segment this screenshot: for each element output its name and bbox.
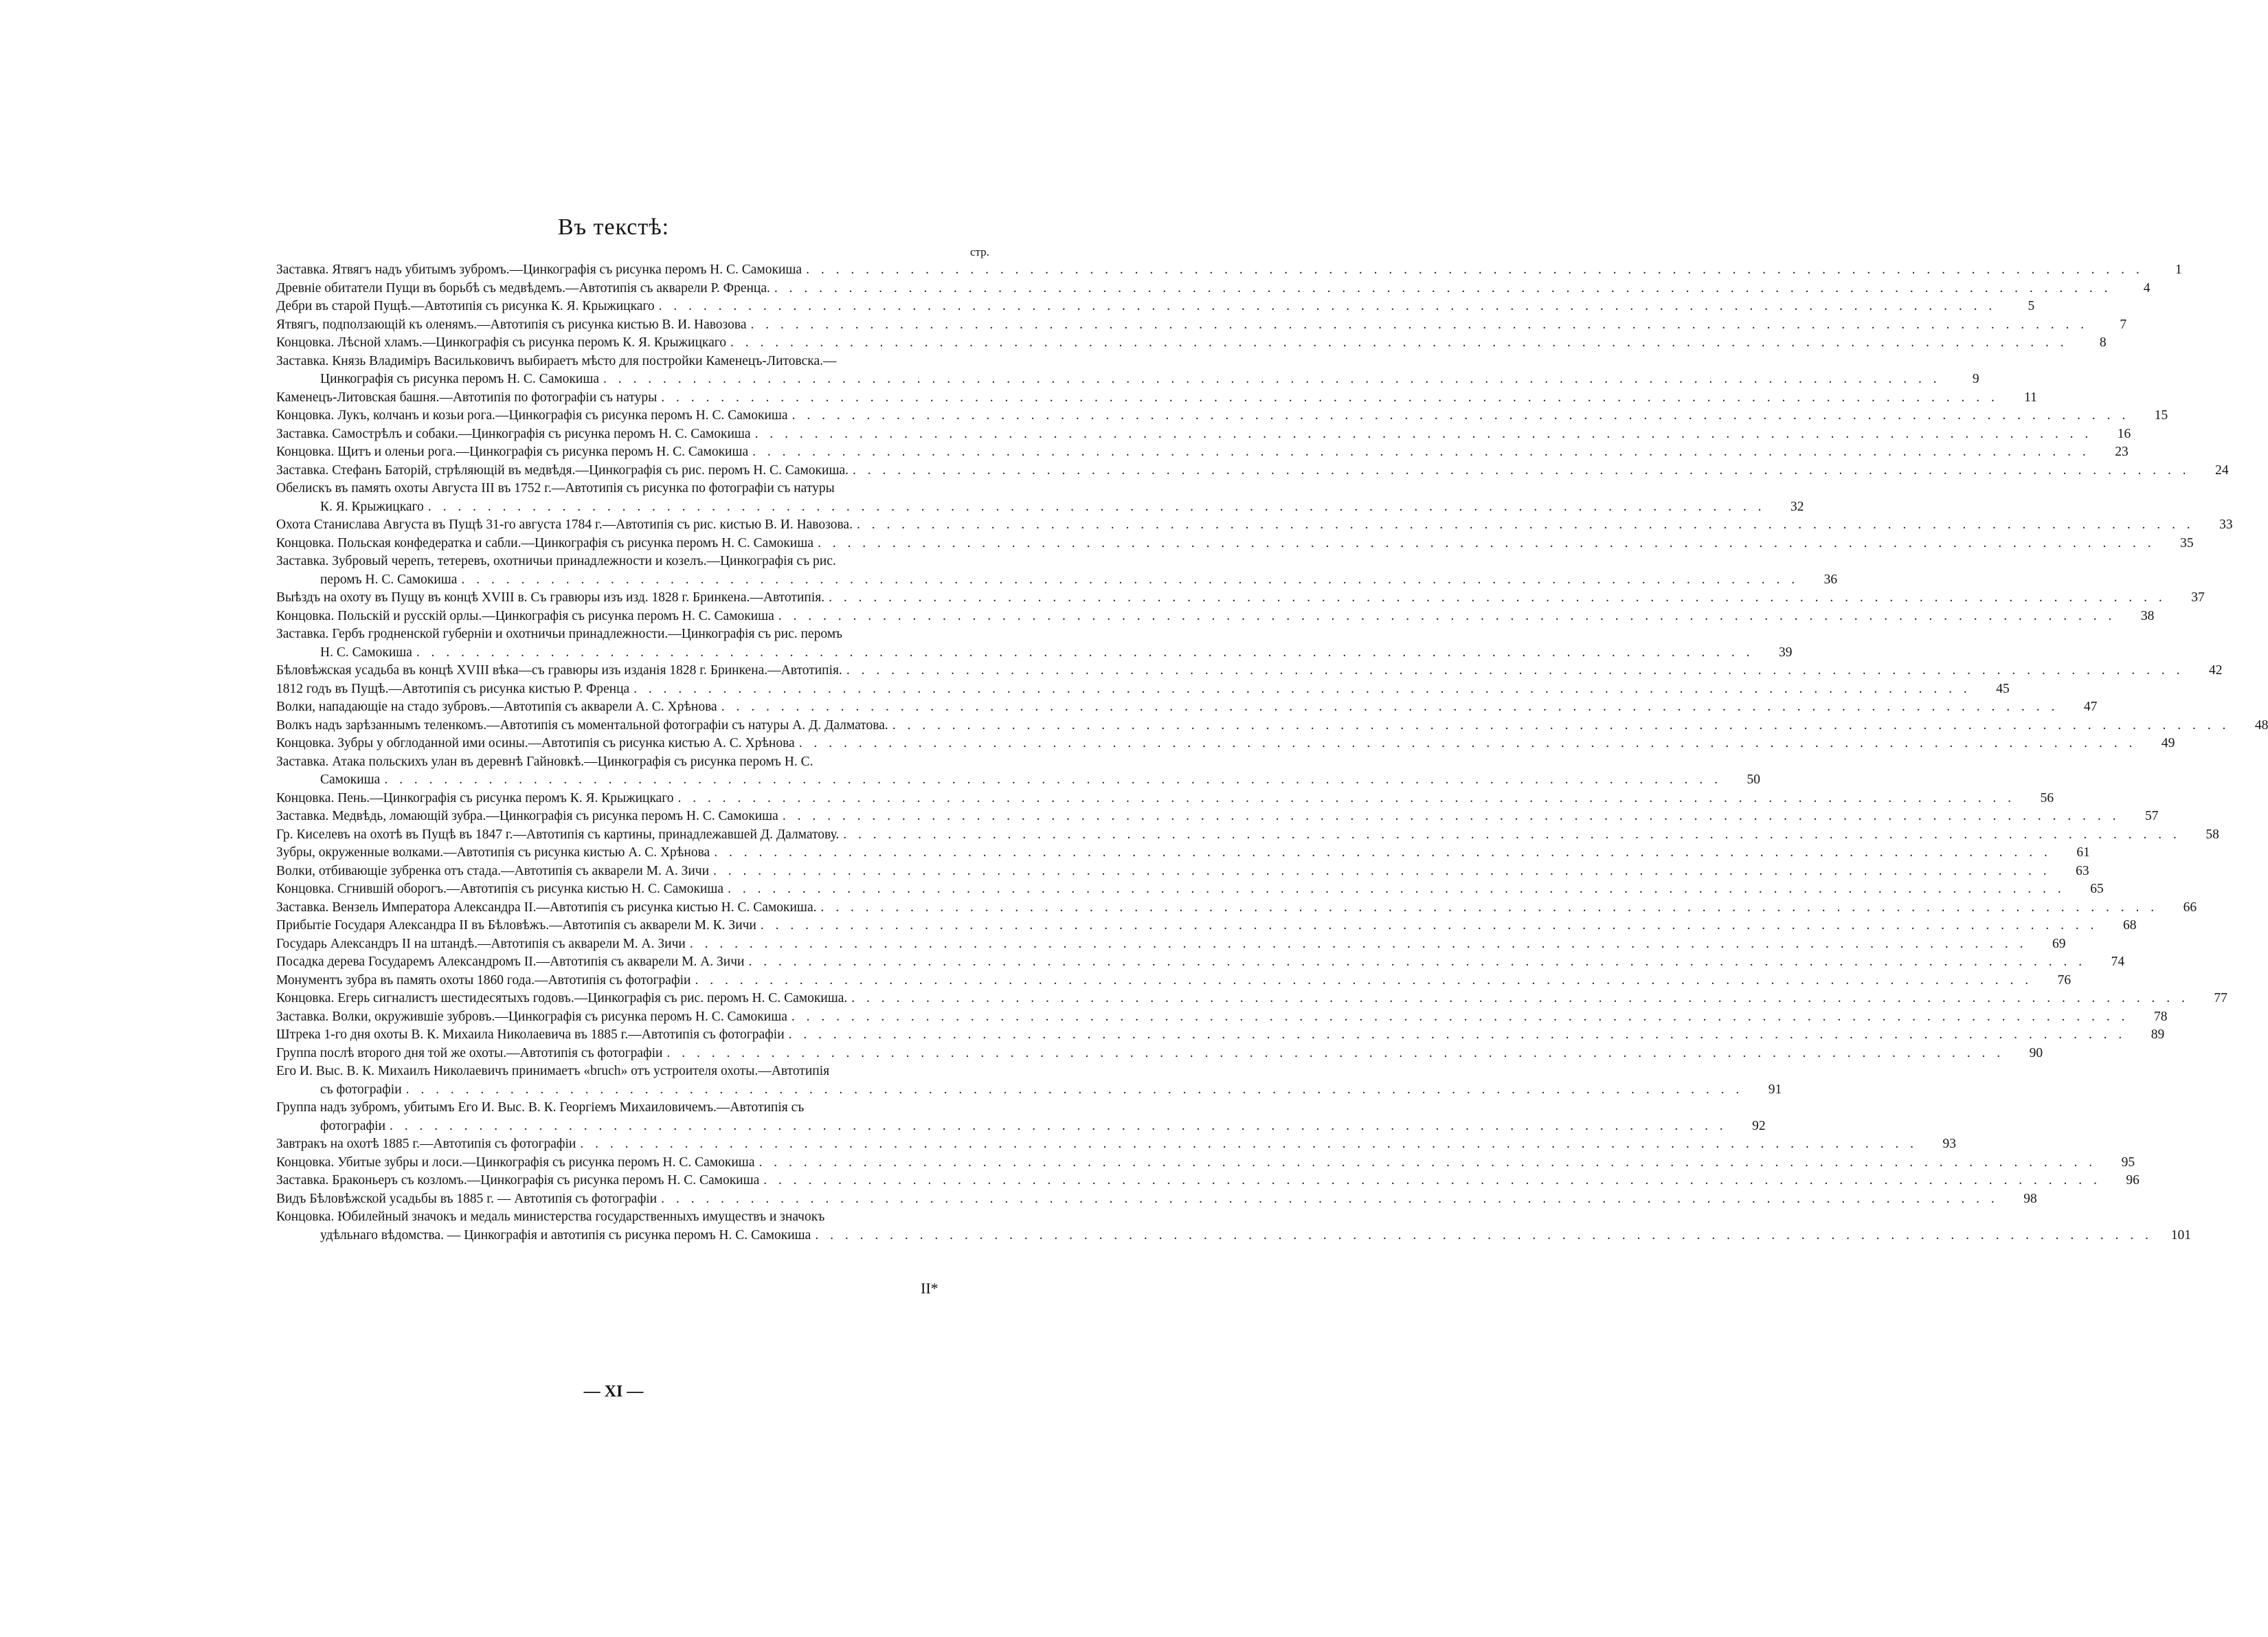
toc-entry-text: Заставка. Волки, окружившіе зубровъ.—Цинкографія съ рисунка перомъ Н. С. Самокиша — [276, 1009, 787, 1024]
toc-page-number: 57 — [2144, 809, 2159, 823]
toc-entry — [276, 1135, 1956, 1154]
page-column-header: стр. — [970, 245, 989, 258]
toc-entry — [276, 1062, 1782, 1099]
toc-page-number: 92 — [1752, 1118, 1766, 1133]
toc-page-number: 63 — [2076, 863, 2089, 878]
toc-entry-text: Цинкографія съ рисунка перомъ Н. С. Самокиша — [320, 372, 600, 386]
toc-entry-text: Заставка. Князь Владиміръ Васильковичъ выбираетъ мѣсто для постройки Каменецъ-Литовска.— — [276, 353, 837, 368]
toc-entry-line — [276, 698, 2098, 717]
dot-leader: . . . . . . . . . . . . . . . . . . . . . . . . . . . . . . . . . . . . . . . . . . . . . . . . . . . . . . . . . . . . . . . . . . . . . . . . . . . . . . . . . . . . . . . . . . — [752, 445, 2090, 459]
dot-leader: . . . . . . . . . . . . . . . . . . . . . . . . . . . . . . . . . . . . . . . . . . . . . . . . . . . . . . . . . . . . . . . . . . . . . . . . . . . . . . . . . . . . . . . . . . — [384, 772, 1722, 787]
dot-leader: . . . . . . . . . . . . . . . . . . . . . . . . . . . . . . . . . . . . . . . . . . . . . . . . . . . . . . . . . . . . . . . . . . . . . . . . . . . . . . . . . . . . . . . . . . — [405, 1082, 1744, 1097]
toc-entry — [276, 917, 2137, 935]
dot-leader: . . . . . . . . . . . . . . . . . . . . . . . . . . . . . . . . . . . . . . . . . . . . . . . . . . . . . . . . . . . . . . . . . . . . . . . . . . . . . . . . . . . . . . . . . . — [695, 972, 2033, 988]
dot-leader: . . . . . . . . . . . . . . . . . . . . . . . . . . . . . . . . . . . . . . . . . . . . . . . . . . . . . . . . . . . . . . . . . . . . . . . . . . . . . . . . . . . . . . . . . . — [791, 408, 2130, 423]
toc-entry-line — [276, 662, 2223, 680]
toc-entry — [276, 808, 2159, 826]
toc-entry-continuation — [276, 644, 1793, 662]
dot-leader: . . . . . . . . . . . . . . . . . . . . . . . . . . . . . . . . . . . . . . . . . . . . . . . . . . . . . . . . . . . . . . . . . . . . . . . . . . . . . . . . . . . . . . . . . . — [580, 1137, 1918, 1151]
toc-entry — [276, 298, 2035, 316]
dot-leader: . . . . . . . . . . . . . . . . . . . . . . . . . . . . . . . . . . . . . . . . . . . . . . . . . . . . . . . . . . . . . . . . . . . . . . . . . . . . . . . . . . . . . . . . . . — [851, 991, 2189, 1005]
dot-leader: . . . . . . . . . . . . . . . . . . . . . . . . . . . . . . . . . . . . . . . . . . . . . . . . . . . . . . . . . . . . . . . . . . . . . . . . . . . . . . . . . . . . . . . . . . — [843, 827, 2181, 842]
toc-entry — [276, 353, 1979, 389]
dot-leader: . . . . . . . . . . . . . . . . . . . . . . . . . . . . . . . . . . . . . . . . . . . . . . . . . . . . . . . . . . . . . . . . . . . . . . . . . . . . . . . . . . . . . . . . . . — [788, 1027, 2126, 1042]
toc-page-number: 11 — [2024, 390, 2037, 405]
toc-entry — [276, 443, 2129, 462]
toc-entry-text: Концовка. Польская конфедератка и сабли.—Цинкографія съ рисунка перомъ Н. С. Самокиша — [276, 535, 813, 550]
toc-entry-line — [276, 1062, 996, 1081]
toc-entry — [276, 589, 2205, 608]
toc-page-number: 42 — [2209, 663, 2223, 678]
toc-page-number: 23 — [2115, 445, 2129, 459]
toc-entry-line — [276, 1026, 2165, 1045]
toc-entry-text: Прибытіе Государя Александра II въ Бѣловѣжъ.—Автотипія съ акварели М. К. Зичи — [276, 918, 756, 933]
toc-entry-line — [276, 717, 2268, 735]
dot-leader: . . . . . . . . . . . . . . . . . . . . . . . . . . . . . . . . . . . . . . . . . . . . . . . . . . . . . . . . . . . . . . . . . . . . . . . . . . . . . . . . . . . . . . . . . . — [846, 663, 2184, 678]
dot-leader: . . . . . . . . . . . . . . . . . . . . . . . . . . . . . . . . . . . . . . . . . . . . . . . . . . . . . . . . . . . . . . . . . . . . . . . . . . . . . . . . . . . . . . . . . . — [820, 900, 2159, 915]
toc-entry — [276, 625, 1793, 662]
toc-entry-text: Волкъ надъ зарѣзаннымъ теленкомъ.—Автотипія съ моментальной фотографіи съ натуры А. Д. Далматова. — [276, 717, 888, 733]
toc-entry-line — [276, 735, 2175, 753]
toc-entry — [276, 935, 2066, 954]
toc-entry-line — [276, 535, 2194, 553]
toc-entry-text: Заставка. Медвѣдь, ломающій зубра.—Цинкографія съ рисунка перомъ Н. С. Самокиша — [276, 809, 778, 823]
toc-entry — [276, 680, 2010, 699]
toc-entry — [276, 953, 2125, 972]
toc-entry-line — [276, 608, 2155, 626]
toc-entry — [276, 462, 2229, 480]
dot-leader: . . . . . . . . . . . . . . . . . . . . . . . . . . . . . . . . . . . . . . . . . . . . . . . . . . . . . . . . . . . . . . . . . . . . . . . . . . . . . . . . . . . . . . . . . . — [603, 372, 1941, 386]
toc-entry-line — [276, 589, 2205, 608]
toc-entry-text: Ятвягъ, подползающій къ оленямъ.—Автотипія съ рисунка кистью В. И. Навозова — [276, 317, 747, 332]
toc-entry — [276, 1190, 2037, 1209]
toc-entry-text: 1812 годъ въ Пущѣ.—Автотипія съ рисунка кистью Р. Френца — [276, 681, 630, 696]
toc-page-number: 9 — [1972, 372, 1979, 386]
toc-entry-text: перомъ Н. С. Самокиша — [320, 572, 458, 587]
toc-entry-line — [276, 1190, 2037, 1209]
toc-entry-line — [276, 334, 2107, 353]
toc-entry — [276, 1154, 2135, 1172]
toc-entry — [276, 535, 2194, 553]
toc-entry — [276, 844, 2090, 862]
toc-entry-line — [276, 753, 996, 772]
toc-page-number: 101 — [2170, 1227, 2191, 1243]
toc-entry-line — [276, 862, 2089, 881]
toc-entry-line — [276, 935, 2066, 954]
toc-entry — [276, 790, 2054, 808]
dot-leader: . . . . . . . . . . . . . . . . . . . . . . . . . . . . . . . . . . . . . . . . . . . . . . . . . . . . . . . . . . . . . . . . . . . . . . . . . . . . . . . . . . . . . . . . . . — [856, 517, 2194, 532]
dot-leader: . . . . . . . . . . . . . . . . . . . . . . . . . . . . . . . . . . . . . . . . . . . . . . . . . . . . . . . . . . . . . . . . . . . . . . . . . . . . . . . . . . . . . . . . . . — [760, 918, 2098, 933]
toc-entry-line — [276, 443, 2129, 462]
toc-page-number: 68 — [2123, 918, 2137, 933]
toc-entry-text: Посадка дерева Государемъ Александромъ II.—Автотипія съ акварели М. А. Зичи — [276, 955, 745, 969]
toc-page-number: 76 — [2057, 972, 2071, 988]
dot-leader: . . . . . . . . . . . . . . . . . . . . . . . . . . . . . . . . . . . . . . . . . . . . . . . . . . . . . . . . . . . . . . . . . . . . . . . . . . . . . . . . . . . . . . . . . . — [721, 700, 2059, 714]
dot-leader: . . . . . . . . . . . . . . . . . . . . . . . . . . . . . . . . . . . . . . . . . . . . . . . . . . . . . . . . . . . . . . . . . . . . . . . . . . . . . . . . . . . . . . . . . . — [427, 499, 1766, 514]
toc-entry-text: Охота Станислава Августа въ Пущѣ 31-го августа 1784 г.—Автотипія съ рис. кистью В. И. Навозова. — [276, 517, 853, 532]
toc-entry-text: Концовка. Егерь сигналистъ шестидесятыхъ годовъ.—Цинкографія съ рис. перомъ Н. С. Самокиша. — [276, 991, 848, 1005]
toc-entry-text: Заставка. Гербъ гродненской губерніи и охотничьи принадлежности.—Цинкографія съ рис. перомъ — [276, 627, 843, 641]
toc-entry — [276, 972, 2071, 990]
toc-entry-continuation — [276, 1117, 1766, 1136]
toc-page-number: 56 — [2040, 790, 2054, 805]
toc-entry-text: Заставка. Браконьеръ съ козломъ.—Цинкографія съ рисунка перомъ Н. С. Самокиша — [276, 1173, 760, 1188]
toc-entry-text: Завтракъ на охотѣ 1885 г.—Автотипія съ фотографіи — [276, 1137, 576, 1151]
toc-entry-line — [276, 480, 996, 498]
toc-entry — [276, 608, 2155, 626]
dot-leader: . . . . . . . . . . . . . . . . . . . . . . . . . . . . . . . . . . . . . . . . . . . . . . . . . . . . . . . . . . . . . . . . . . . . . . . . . . . . . . . . . . . . . . . . . . — [461, 572, 1799, 587]
toc-entry-line — [276, 826, 2219, 845]
toc-entry-line — [276, 1208, 996, 1227]
toc-entry-text: Заставка. Самострѣлъ и собаки.—Цинкографія съ рисунка перомъ Н. С. Самокиша — [276, 426, 751, 441]
toc-entry-text: Концовка. Юбилейный значокъ и медаль министерства государственныхъ имуществъ и значокъ — [276, 1210, 825, 1224]
dot-leader: . . . . . . . . . . . . . . . . . . . . . . . . . . . . . . . . . . . . . . . . . . . . . . . . . . . . . . . . . . . . . . . . . . . . . . . . . . . . . . . . . . . . . . . . . . — [714, 845, 2052, 860]
toc-entry-text: Бѣловѣжская усадьба въ концѣ XVIII вѣка—съ гравюры изъ изданія 1828 г. Бринкена.—Автотипія. — [276, 663, 842, 678]
toc-page-number: 50 — [1747, 772, 1760, 787]
toc-entry-text: Дебри въ старой Пущѣ.—Автотипія съ рисунка К. Я. Крыжицкаго — [276, 299, 655, 313]
toc-entry-text: Волки, отбивающіе зубренка отъ стада.—Автотипія съ акварели М. А. Зичи — [276, 863, 710, 878]
toc-page-number: 69 — [2052, 936, 2066, 951]
toc-page-number: 58 — [2205, 827, 2219, 842]
toc-entry-continuation — [276, 1081, 1782, 1100]
toc-page-number: 61 — [2076, 845, 2090, 860]
toc-page-number: 74 — [2111, 955, 2125, 969]
toc-entry-line — [276, 1008, 2168, 1027]
toc-entry-text: Концовка. Лѣсной хламъ.—Цинкографія съ рисунка перомъ К. Я. Крыжицкаго — [276, 335, 727, 350]
toc-entry-text: Заставка. Стефанъ Баторій, стрѣляющій въ медвѣдя.—Цинкографія съ рис. перомъ Н. С. Самокиша. — [276, 463, 849, 478]
toc-entry-text: Его И. Выс. В. К. Михаилъ Николаевичъ принимаетъ «bruch» отъ устроителя охоты.—Автотипія — [276, 1064, 830, 1078]
toc-entry — [276, 753, 1760, 790]
toc-entry-line — [276, 1135, 1956, 1154]
toc-page-number: 96 — [2126, 1173, 2140, 1188]
toc-entry-text: Штрека 1-го дня охоты В. К. Михаила Николаевича въ 1885 г.—Автотипія съ фотографіи — [276, 1027, 785, 1042]
dot-leader: . . . . . . . . . . . . . . . . . . . . . . . . . . . . . . . . . . . . . . . . . . . . . . . . . . . . . . . . . . . . . . . . . . . . . . . . . . . . . . . . . . . . . . . . . . — [818, 535, 2155, 550]
dot-leader: . . . . . . . . . . . . . . . . . . . . . . . . . . . . . . . . . . . . . . . . . . . . . . . . . . . . . . . . . . . . . . . . . . . . . . . . . . . . . . . . . . . . . . . . . . — [728, 882, 2065, 896]
dot-leader: . . . . . . . . . . . . . . . . . . . . . . . . . . . . . . . . . . . . . . . . . . . . . . . . . . . . . . . . . . . . . . . . . . . . . . . . . . . . . . . . . . . . . . . . . . — [763, 1173, 2101, 1188]
toc-entry-text: Н. С. Самокиша — [320, 645, 412, 660]
toc-entry-line — [276, 972, 2071, 990]
toc-entry — [276, 662, 2223, 680]
toc-entry-text: Концовка. Лукъ, колчанъ и козьи рога.—Цинкографія съ рисунка перомъ Н. С. Самокиша — [276, 408, 788, 423]
toc-entry — [276, 826, 2219, 845]
dot-leader: . . . . . . . . . . . . . . . . . . . . . . . . . . . . . . . . . . . . . . . . . . . . . . . . . . . . . . . . . . . . . . . . . . . . . . . . . . . . . . . . . . . . . . . . . . — [658, 299, 1997, 313]
dot-leader: . . . . . . . . . . . . . . . . . . . . . . . . . . . . . . . . . . . . . . . . . . . . . . . . . . . . . . . . . . . . . . . . . . . . . . . . . . . . . . . . . . . . . . . . . . — [748, 955, 2087, 969]
toc-page-number: 89 — [2151, 1027, 2165, 1042]
toc-entry-text: Каменецъ-Литовская башня.—Автотипія по фотографіи съ натуры — [276, 390, 658, 405]
toc-page-number: 38 — [2140, 608, 2155, 623]
toc-entry-text: Концовка. Сгнившій оборогъ.—Автотипія съ рисунка кистью Н. С. Самокиша — [276, 882, 724, 896]
toc-entry — [276, 880, 2104, 899]
toc-page-number: 35 — [2180, 535, 2194, 550]
toc-entry — [276, 735, 2175, 753]
toc-entry-text: Видъ Бѣловѣжской усадьбы въ 1885 г. — Автотипія съ фотографіи — [276, 1191, 658, 1206]
dot-leader: . . . . . . . . . . . . . . . . . . . . . . . . . . . . . . . . . . . . . . . . . . . . . . . . . . . . . . . . . . . . . . . . . . . . . . . . . . . . . . . . . . . . . . . . . . — [689, 936, 2028, 951]
toc-entry-text: Концовка. Пень.—Цинкографія съ рисунка перомъ К. Я. Крыжицкаго — [276, 790, 674, 805]
dot-leader: . . . . . . . . . . . . . . . . . . . . . . . . . . . . . . . . . . . . . . . . . . . . . . . . . . . . . . . . . . . . . . . . . . . . . . . . . . . . . . . . . . . . . . . . . . — [713, 863, 2051, 878]
toc-page-number: 93 — [1942, 1137, 1956, 1151]
toc-entry-text: Заставка. Атака польскихъ улан въ деревнѣ Гайновкѣ.—Цинкографія съ рисунка перомъ Н. С. — [276, 754, 813, 769]
toc-entry — [276, 717, 2268, 735]
dot-leader: . . . . . . . . . . . . . . . . . . . . . . . . . . . . . . . . . . . . . . . . . . . . . . . . . . . . . . . . . . . . . . . . . . . . . . . . . . . . . . . . . . . . . . . . . . — [782, 809, 2120, 823]
toc-entry-text: Гр. Киселевъ на охотѣ въ Пущѣ въ 1847 г.—Автотипія съ картины, принадлежавшей Д. Далматову. — [276, 827, 840, 842]
toc-page-number: 8 — [2099, 335, 2107, 350]
toc-page-number: 78 — [2154, 1009, 2168, 1024]
toc-entry-line — [276, 1099, 996, 1117]
toc-entry-line — [276, 1154, 2135, 1172]
toc-page-number: 48 — [2254, 717, 2268, 733]
toc-entry-line — [276, 280, 2151, 298]
toc-entry-text: Концовка. Зубры у обглоданной ими осины.—Автотипія съ рисунка кистью А. С. Хрѣнова — [276, 736, 795, 750]
toc-entry-text: Концовка. Щитъ и оленьи рога.—Цинкографія съ рисунка перомъ Н. С. Самокиша — [276, 445, 749, 459]
toc-page-number: 47 — [2083, 700, 2098, 714]
toc-entry-line — [276, 917, 2137, 935]
toc-page-number: 33 — [2219, 517, 2233, 532]
toc-entry — [276, 425, 2131, 444]
dot-leader: . . . . . . . . . . . . . . . . . . . . . . . . . . . . . . . . . . . . . . . . . . . . . . . . . . . . . . . . . . . . . . . . . . . . . . . . . . . . . . . . . . . . . . . . . . — [754, 426, 2093, 441]
dot-leader: . . . . . . . . . . . . . . . . . . . . . . . . . . . . . . . . . . . . . . . . . . . . . . . . . . . . . . . . . . . . . . . . . . . . . . . . . . . . . . . . . . . . . . . . . . — [774, 280, 2112, 296]
toc-entry-text: Государь Александръ II на штандѣ.—Автотипія съ акварели М. А. Зичи — [276, 936, 686, 951]
toc-entry-continuation — [276, 370, 1979, 389]
toc-entry — [276, 280, 2151, 298]
toc-entry — [276, 990, 2227, 1008]
toc-entry — [276, 1208, 2191, 1245]
toc-entry-line — [276, 462, 2229, 480]
toc-entry-line — [276, 953, 2125, 972]
toc-entry — [276, 407, 2168, 425]
dot-leader: . . . . . . . . . . . . . . . . . . . . . . . . . . . . . . . . . . . . . . . . . . . . . . . . . . . . . . . . . . . . . . . . . . . . . . . . . . . . . . . . . . . . . . . . . . — [661, 1191, 1999, 1206]
dot-leader: . . . . . . . . . . . . . . . . . . . . . . . . . . . . . . . . . . . . . . . . . . . . . . . . . . . . . . . . . . . . . . . . . . . . . . . . . . . . . . . . . . . . . . . . . . — [416, 645, 1754, 660]
toc-entry-text: удѣльнаго вѣдомства. — Цинкографія и автотипія съ рисунка перомъ Н. С. Самокиша — [320, 1227, 811, 1243]
toc-page-number: 90 — [2029, 1045, 2043, 1060]
dot-leader: . . . . . . . . . . . . . . . . . . . . . . . . . . . . . . . . . . . . . . . . . . . . . . . . . . . . . . . . . . . . . . . . . . . . . . . . . . . . . . . . . . . . . . . . . . — [798, 736, 2137, 750]
toc-page-number: 16 — [2117, 426, 2131, 441]
toc-entry-text: Концовка. Польскій и русскій орлы.—Цинкографія съ рисунка перомъ Н. С. Самокиша — [276, 608, 774, 623]
toc-page-number: 4 — [2143, 280, 2151, 296]
toc-entry-line — [276, 790, 2054, 808]
dot-leader: . . . . . . . . . . . . . . . . . . . . . . . . . . . . . . . . . . . . . . . . . . . . . . . . . . . . . . . . . . . . . . . . . . . . . . . . . . . . . . . . . . . . . . . . . . — [892, 717, 2230, 733]
signature-mark: II* — [921, 1280, 939, 1297]
dot-leader: . . . . . . . . . . . . . . . . . . . . . . . . . . . . . . . . . . . . . . . . . . . . . . . . . . . . . . . . . . . . . . . . . . . . . . . . . . . . . . . . . . . . . . . . . . — [791, 1009, 2129, 1024]
dot-leader: . . . . . . . . . . . . . . . . . . . . . . . . . . . . . . . . . . . . . . . . . . . . . . . . . . . . . . . . . . . . . . . . . . . . . . . . . . . . . . . . . . . . . . . . . . — [730, 335, 2068, 350]
toc-page-number: 24 — [2215, 463, 2229, 478]
toc-page-number: 1 — [2175, 263, 2182, 277]
toc-entry — [276, 261, 2182, 280]
toc-page-number: 98 — [2023, 1191, 2037, 1206]
toc-entry-text: Зубры, окруженные волками.—Автотипія съ рисунка кистью А. С. Хрѣнова — [276, 845, 710, 860]
toc-entry-text: Самокиша — [320, 772, 381, 787]
toc-entry — [276, 1026, 2165, 1045]
toc-entry — [276, 862, 2089, 881]
toc-entry — [276, 516, 2233, 535]
toc-page-number: 5 — [2028, 299, 2035, 313]
toc-page-number: 65 — [2090, 882, 2104, 896]
toc-page-number: 45 — [1996, 681, 2010, 696]
dot-leader: . . . . . . . . . . . . . . . . . . . . . . . . . . . . . . . . . . . . . . . . . . . . . . . . . . . . . . . . . . . . . . . . . . . . . . . . . . . . . . . . . . . . . . . . . . — [759, 1155, 2097, 1170]
toc-entry-line — [276, 1172, 2140, 1190]
toc-entry-continuation — [276, 771, 1760, 790]
toc-entry-text: Группа надъ зубромъ, убитымъ Его И. Выс. В. К. Георгіемъ Михаиловичемъ.—Автотипія съ — [276, 1100, 805, 1115]
toc-entry-text: Волки, нападающіе на стадо зубровъ.—Автотипія съ акварели А. С. Хрѣнова — [276, 700, 717, 714]
dot-leader: . . . . . . . . . . . . . . . . . . . . . . . . . . . . . . . . . . . . . . . . . . . . . . . . . . . . . . . . . . . . . . . . . . . . . . . . . . . . . . . . . . . . . . . . . . — [815, 1227, 2153, 1243]
toc-page-number: 39 — [1779, 645, 1793, 660]
toc-entry-text: К. Я. Крыжицкаго — [320, 499, 424, 514]
toc-entry-text: фотографіи — [320, 1118, 386, 1133]
toc-page-number: 95 — [2121, 1155, 2135, 1170]
toc-entry-line — [276, 516, 2233, 535]
toc-entry-line — [276, 680, 2010, 699]
toc-entry-line — [276, 625, 996, 644]
toc-entry-line — [276, 553, 996, 571]
toc-entry-line — [276, 990, 2227, 1008]
toc-entry — [276, 899, 2197, 917]
toc-entry-continuation — [276, 1227, 2191, 1245]
toc-entry-text: Заставка. Ятвягъ надъ убитымъ зубромъ.—Цинкографія съ рисунка перомъ Н. С. Самокиша — [276, 263, 802, 277]
toc-page-number: 49 — [2161, 736, 2175, 750]
toc-entry — [276, 334, 2107, 353]
toc-entry-continuation — [276, 571, 1838, 590]
dot-leader: . . . . . . . . . . . . . . . . . . . . . . . . . . . . . . . . . . . . . . . . . . . . . . . . . . . . . . . . . . . . . . . . . . . . . . . . . . . . . . . . . . . . . . . . . . — [661, 390, 1999, 405]
toc-entry-line — [276, 298, 2035, 316]
toc-entry — [276, 316, 2127, 335]
toc-page-number: 32 — [1790, 499, 1804, 514]
toc-entry-line — [276, 389, 2037, 408]
toc-page-number: 15 — [2154, 408, 2168, 423]
page-title: Въ текстѣ: — [557, 214, 670, 240]
toc-page-number: 91 — [1768, 1082, 1782, 1097]
toc-page-number: 36 — [1823, 572, 1838, 587]
toc-entry — [276, 553, 1838, 589]
toc-page-number: 66 — [2183, 900, 2197, 915]
toc-entry-text: Заставка. Вензель Императора Александра II.—Автотипія съ рисунка кистью Н. С. Самокиша. — [276, 900, 817, 915]
toc-page-number: 37 — [2191, 590, 2205, 605]
toc-entry — [276, 1172, 2140, 1190]
toc-entry-text: Концовка. Убитые зубры и лоси.—Цинкографія съ рисунка перомъ Н. С. Самокиша — [276, 1155, 755, 1170]
toc-entry — [276, 389, 2037, 408]
toc-list — [276, 261, 2268, 1245]
toc-page-number: 77 — [2214, 991, 2227, 1005]
dot-leader: . . . . . . . . . . . . . . . . . . . . . . . . . . . . . . . . . . . . . . . . . . . . . . . . . . . . . . . . . . . . . . . . . . . . . . . . . . . . . . . . . . . . . . . . . . — [666, 1045, 2005, 1060]
dot-leader: . . . . . . . . . . . . . . . . . . . . . . . . . . . . . . . . . . . . . . . . . . . . . . . . . . . . . . . . . . . . . . . . . . . . . . . . . . . . . . . . . . . . . . . . . . — [806, 263, 2144, 277]
dot-leader: . . . . . . . . . . . . . . . . . . . . . . . . . . . . . . . . . . . . . . . . . . . . . . . . . . . . . . . . . . . . . . . . . . . . . . . . . . . . . . . . . . . . . . . . . . — [677, 790, 2016, 805]
toc-entry-text: Древніе обитатели Пущи въ борьбѣ съ медвѣдемъ.—Автотипія съ акварели Р. Френца. — [276, 280, 770, 296]
toc-entry — [276, 480, 1804, 516]
toc-entry — [276, 1008, 2168, 1027]
toc-entry — [276, 698, 2098, 717]
toc-entry-text: Обелискъ въ память охоты Августа III въ 1752 г.—Автотипія съ рисунка по фотографіи съ натуры — [276, 481, 835, 495]
toc-entry-text: Монументъ зубра въ память охоты 1860 года.—Автотипія съ фотографіи — [276, 972, 691, 988]
toc-entry — [276, 1045, 2043, 1063]
toc-entry-text: Заставка. Зубровый черепъ, тетеревъ, охотничьи принадлежности и козелъ.—Цинкографія съ рис. — [276, 554, 836, 568]
toc-entry-text: Выѣздъ на охоту въ Пущу въ концѣ XVIII в. Съ гравюры изъ изд. 1828 г. Бринкена.—Автотипія. — [276, 590, 825, 605]
toc-entry-line — [276, 880, 2104, 899]
toc-entry-line — [276, 1045, 2043, 1063]
page-folio: — XI — — [583, 1383, 644, 1401]
toc-entry-line — [276, 407, 2168, 425]
toc-entry-line — [276, 425, 2131, 444]
dot-leader: . . . . . . . . . . . . . . . . . . . . . . . . . . . . . . . . . . . . . . . . . . . . . . . . . . . . . . . . . . . . . . . . . . . . . . . . . . . . . . . . . . . . . . . . . . — [829, 590, 2166, 605]
dot-leader: . . . . . . . . . . . . . . . . . . . . . . . . . . . . . . . . . . . . . . . . . . . . . . . . . . . . . . . . . . . . . . . . . . . . . . . . . . . . . . . . . . . . . . . . . . — [853, 463, 2190, 478]
toc-page-number: 7 — [2120, 317, 2127, 332]
toc-entry-continuation — [276, 498, 1804, 517]
toc-entry-text: Группа послѣ второго дня той же охоты.—Автотипія съ фотографіи — [276, 1045, 663, 1060]
toc-entry — [276, 1099, 1766, 1135]
toc-entry-line — [276, 844, 2090, 862]
toc-entry-text: съ фотографіи — [320, 1082, 402, 1097]
dot-leader: . . . . . . . . . . . . . . . . . . . . . . . . . . . . . . . . . . . . . . . . . . . . . . . . . . . . . . . . . . . . . . . . . . . . . . . . . . . . . . . . . . . . . . . . . . — [778, 608, 2116, 623]
dot-leader: . . . . . . . . . . . . . . . . . . . . . . . . . . . . . . . . . . . . . . . . . . . . . . . . . . . . . . . . . . . . . . . . . . . . . . . . . . . . . . . . . . . . . . . . . . — [633, 681, 1971, 696]
toc-entry-line — [276, 353, 996, 371]
toc-entry-line — [276, 808, 2159, 826]
dot-leader: . . . . . . . . . . . . . . . . . . . . . . . . . . . . . . . . . . . . . . . . . . . . . . . . . . . . . . . . . . . . . . . . . . . . . . . . . . . . . . . . . . . . . . . . . . — [750, 317, 2089, 332]
toc-entry-line — [276, 899, 2197, 917]
dot-leader: . . . . . . . . . . . . . . . . . . . . . . . . . . . . . . . . . . . . . . . . . . . . . . . . . . . . . . . . . . . . . . . . . . . . . . . . . . . . . . . . . . . . . . . . . . — [390, 1118, 1727, 1133]
toc-entry-line — [276, 316, 2127, 335]
toc-entry-line — [276, 261, 2182, 280]
